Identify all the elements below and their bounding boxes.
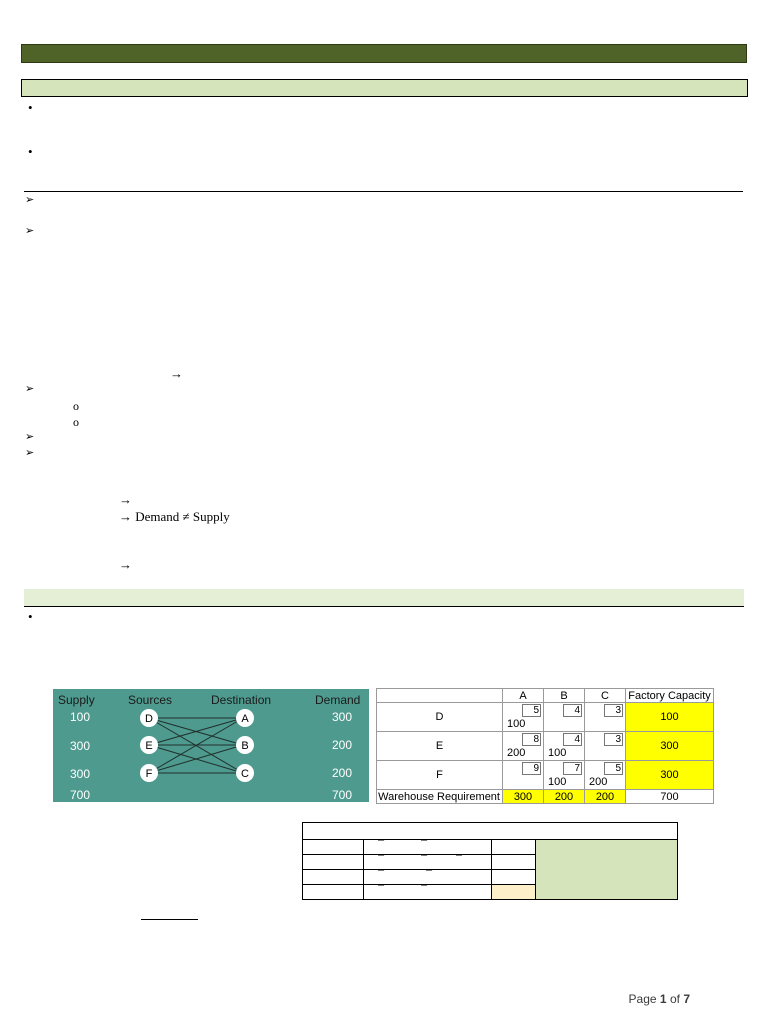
- total-pages: 7: [683, 992, 690, 1006]
- section-heading-bar-2: [24, 589, 744, 607]
- col-header: C: [585, 689, 626, 703]
- demand-value: 300: [332, 710, 353, 724]
- net-header-destination: Destination: [211, 693, 272, 707]
- unit-cost: 3: [604, 704, 623, 717]
- source-node: D: [145, 713, 153, 725]
- transport-network-diagram: [53, 689, 369, 802]
- arrowhead-bullet: ➢: [25, 447, 35, 459]
- cost-calc-table-wrap: [302, 822, 678, 900]
- warehouse-requirement: 200: [544, 790, 585, 804]
- col-header: B: [544, 689, 585, 703]
- supply-value: 300: [70, 767, 91, 781]
- divider: [24, 191, 743, 192]
- section-heading-bar: [21, 79, 748, 97]
- transport-table: [376, 688, 714, 804]
- demand-total: 700: [332, 788, 353, 802]
- of-label: of: [669, 992, 680, 1006]
- unit-cost: 4: [563, 733, 582, 746]
- unit-cost: 9: [522, 762, 541, 775]
- arrow-icon: →: [170, 366, 183, 381]
- arrow-icon: →: [119, 492, 132, 507]
- sub-bullet-circle: o: [73, 415, 79, 429]
- warehouse-requirement: 300: [503, 790, 544, 804]
- arrowhead-bullet: ➢: [25, 225, 35, 237]
- unit-cost: 7: [563, 762, 582, 775]
- demand-value: 200: [332, 738, 353, 752]
- unit-cost: 3: [604, 733, 623, 746]
- allocation: 200: [507, 747, 526, 759]
- col-header: Factory Capacity: [626, 689, 714, 703]
- supply-value: 100: [70, 710, 91, 724]
- unit-cost: 8: [522, 733, 541, 746]
- allocation: 100: [507, 718, 526, 730]
- source-node: F: [145, 768, 153, 780]
- requirement-label: Warehouse Requirement: [377, 790, 503, 804]
- arrow-icon: →: [119, 557, 132, 572]
- net-header-demand: Demand: [315, 693, 361, 707]
- title-bar: [21, 44, 747, 63]
- total-capacity: 700: [626, 790, 714, 804]
- supply-total: 700: [70, 788, 91, 802]
- sub-bullet-circle: o: [73, 399, 79, 413]
- arrowhead-bullet: ➢: [25, 194, 35, 206]
- factory-capacity: 300: [626, 732, 714, 761]
- row-label: E: [377, 732, 503, 761]
- bullet: •: [28, 144, 33, 159]
- underline: [141, 919, 198, 920]
- col-header: A: [503, 689, 544, 703]
- destination-node: C: [241, 768, 249, 780]
- supply-value: 300: [70, 739, 91, 753]
- row-label: D: [377, 703, 503, 732]
- transport-table-wrap: [376, 688, 714, 804]
- bullet: •: [28, 609, 33, 624]
- unit-cost: 5: [604, 762, 623, 775]
- page-label: Page: [628, 992, 657, 1006]
- unit-cost: 5: [522, 704, 541, 717]
- unit-cost: 4: [563, 704, 582, 717]
- arrowhead-bullet: ➢: [25, 431, 35, 443]
- allocation: 100: [548, 776, 567, 788]
- destination-node: B: [241, 740, 249, 752]
- allocation: 200: [589, 776, 608, 788]
- divider: [24, 606, 744, 607]
- page-footer: [629, 992, 690, 1006]
- destination-node: A: [241, 713, 249, 725]
- demand-value: 200: [332, 766, 353, 780]
- net-header-sources: Sources: [128, 693, 173, 707]
- arrowhead-bullet: ➢: [25, 383, 35, 395]
- warehouse-requirement: 200: [585, 790, 626, 804]
- factory-capacity: 100: [626, 703, 714, 732]
- source-node: E: [145, 740, 153, 752]
- cost-calc-table: – – – – – – – – –: [302, 822, 678, 900]
- demand-not-equal-supply: → Demand ≠ Supply: [119, 509, 230, 524]
- page-number: 1: [659, 992, 667, 1006]
- net-header-supply: Supply: [58, 693, 95, 707]
- bullet: •: [28, 100, 33, 115]
- factory-capacity: 300: [626, 761, 714, 790]
- row-label: F: [377, 761, 503, 790]
- allocation: 100: [548, 747, 567, 759]
